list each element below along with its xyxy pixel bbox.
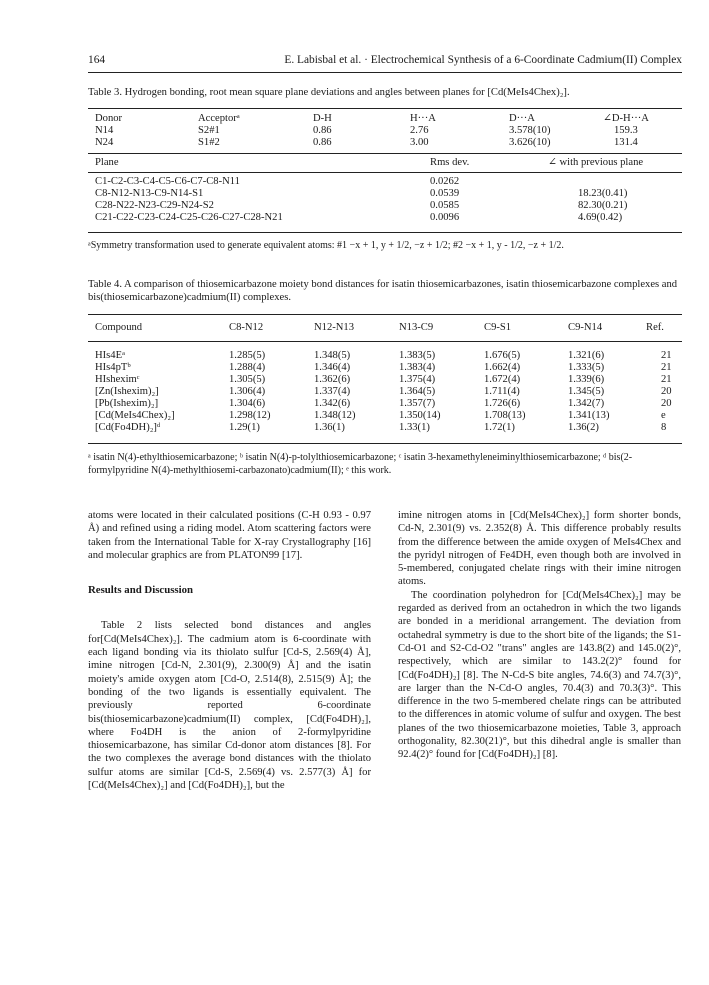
table4-cell: 1.33(1) — [399, 422, 430, 433]
table3-footnote: ᵃSymmetry transformation used to generate equivalent atoms: #1 −x + 1, y + 1/2, −z + 1/2; #2 −x + 1, y - 1/2, −z + 1/2. — [88, 240, 564, 251]
table3-cell: 3.578(10) — [509, 125, 551, 136]
table4-cell: 1.708(13) — [484, 410, 526, 421]
table3-header-acceptor: Acceptorᵃ — [198, 113, 240, 124]
table3-cell: 0.0539 — [430, 188, 460, 199]
table4-header-c9n14: C9-N14 — [568, 322, 603, 333]
table3-cell: 159.3 — [614, 125, 638, 136]
table4-header-n12n13: N12-N13 — [314, 322, 355, 333]
table4-header-rule — [88, 341, 682, 342]
table4-cell: 1.362(6) — [314, 374, 351, 385]
table4-cell: 1.36(2) — [568, 422, 599, 433]
table4-header-n13c9: N13-C9 — [399, 322, 434, 333]
table4-cell: 1.29(1) — [229, 422, 260, 433]
table4-cell: 8 — [661, 422, 667, 433]
table3-header-ha: H···A — [410, 113, 436, 124]
table4-cell: HIs4Eᵃ — [95, 350, 125, 361]
table4-cell: 1.342(6) — [314, 398, 351, 409]
table4-cell: 20 — [661, 386, 672, 397]
body-paragraph: Table 2 lists selected bond distances and angles for[Cd(MeIs4Chex)₂]. The cadmium atom is 6-coordinate with each ligand bonding via its thiolato sulfur [Cd-S, 2.569(4) Å], imine nitrogen [Cd-N, 2.301(9), 2.300(9) Å] and the isatin moiety's amide oxygen atom [Cd-O, 2.514(8), 2.515(9) Å]; the bonding of the two ligands is essentially equivalent. The previously reported 6-coordinate bis(thiosemicarbazone)cadmium(II) complex, [Cd(Fo4DH)₂], where Fo4DH is the anion of 2-formylpyridine thiosemicarbazone, has similar Cd-donor atom distances [8]. For the two complexes the average bond distances with the thiolato sulfur atoms are similar [Cd-S, 2.569(4) vs. 2.577(3) Å] for [Cd(MeIs4Chex)₂] and [Cd(Fo4DH)₂], but the — [88, 620, 371, 792]
table4-top-rule — [88, 314, 682, 315]
left-column — [88, 509, 371, 792]
table4-cell: 1.711(4) — [484, 386, 520, 397]
table3-cell: N24 — [95, 137, 114, 148]
table3-cell: 82.30(0.21) — [578, 200, 628, 211]
table4-cell: 1.383(5) — [399, 350, 436, 361]
table4-footnote: ᵃ isatin N(4)-ethylthiosemicarbazone; ᵇ isatin N(4)-p-tolylthiosemicarbazone; ᶜ isatin 3-hexamethyleneiminylthiosemicarbazone; ᵈ bis(2-formylpyridine N(4)-methylthiosemi-carbazonato)cadmium(II); ᵉ this work. — [88, 452, 633, 476]
table4-header-c8n12: C8-N12 — [229, 322, 264, 333]
table4-cell: 1.321(6) — [568, 350, 605, 361]
table4-cell: 20 — [661, 398, 672, 409]
table4-header-c9s1: C9-S1 — [484, 322, 512, 333]
table4-cell: 1.305(5) — [229, 374, 266, 385]
table4-cell: 1.337(4) — [314, 386, 351, 397]
table3-cell: C21-C22-C23-C24-C25-C26-C27-C28-N21 — [95, 212, 283, 223]
table3-cell: 0.86 — [313, 125, 332, 136]
table4-cell: 1.383(4) — [399, 362, 436, 373]
table3-cell: S2#1 — [198, 125, 220, 136]
table4-cell: 1.364(5) — [399, 386, 436, 397]
table4-cell: HIs4pTᵇ — [95, 362, 131, 373]
page-number: 164 — [88, 54, 106, 66]
table3-cell: 18.23(0.41) — [578, 188, 628, 199]
table4-cell: 1.346(4) — [314, 362, 351, 373]
section-heading: Results and Discussion — [88, 584, 194, 597]
table4-cell: 1.662(4) — [484, 362, 521, 373]
body-paragraph: atoms were located in their calculated positions (C-H 0.93 - 0.97 Å) and refined using a riding model. Atom scattering factors were taken from the International Table for X-ray Crystallography [16] and molecular graphics are from PLATON99 [17]. — [88, 510, 371, 561]
table3-header-dh: D-H — [313, 113, 332, 124]
table4-cell: HIsheximᶜ — [95, 374, 140, 385]
table4-cell: [Cd(Fo4DH)₂]ᵈ — [95, 422, 161, 433]
table4-cell: [Cd(MeIs4Chex)₂] — [95, 410, 175, 421]
table4-cell: e — [661, 410, 666, 421]
table3-cell: 2.76 — [410, 125, 429, 136]
table4-cell: 21 — [661, 362, 672, 373]
table3-cell: C28-N22-N23-C29-N24-S2 — [95, 200, 214, 211]
table4-cell: 1.341(13) — [568, 410, 610, 421]
table4-cell: 1.350(14) — [399, 410, 441, 421]
table3-cell: 0.86 — [313, 137, 332, 148]
table3-cell: 131.4 — [614, 137, 638, 148]
table4-cell: 1.298(12) — [229, 410, 271, 421]
running-title: E. Labisbal et al. · Electrochemical Synthesis of a 6-Coordinate Cadmium(II) Complex — [284, 54, 682, 66]
table3-header-angle: ∠D-H···A — [603, 113, 649, 124]
table4-header-compound: Compound — [95, 322, 143, 333]
table3-cell: 0.0262 — [430, 176, 460, 187]
table3-cell: 0.0096 — [430, 212, 460, 223]
table4-cell: 1.357(7) — [399, 398, 436, 409]
table4-cell: [Zn(Ishexim)₂] — [95, 386, 159, 397]
table4-header-ref: Ref. — [646, 322, 664, 333]
table3-cell: 3.00 — [410, 137, 429, 148]
table4-cell: 1.348(5) — [314, 350, 351, 361]
table3-cell: N14 — [95, 125, 114, 136]
table4-cell: 1.36(1) — [314, 422, 345, 433]
table3-cell: 4.69(0.42) — [578, 212, 623, 223]
table4-cell: 1.672(4) — [484, 374, 521, 385]
table3-plane-rule — [88, 172, 682, 173]
table4-cell: 1.333(5) — [568, 362, 605, 373]
table3-header-plane: Plane — [95, 157, 119, 168]
table4-cell: 1.306(4) — [229, 386, 266, 397]
table3-cell: C8-N12-N13-C9-N14-S1 — [95, 188, 204, 199]
body-paragraph: imine nitrogen atoms in [Cd(MeIs4Chex)₂] form shorter bonds, Cd-N, 2.301(9) vs. 2.352(8) Å. This difference probably results from the difference between the amide oxygen of MeIs4Chex and the pyridyl nitrogen of Fe4DH, even though both are involved in 5-membered, conjugated chelate rings with their imine nitrogen atoms. — [398, 510, 681, 588]
table3-cell: 3.626(10) — [509, 137, 551, 148]
table4-cell: 1.375(4) — [399, 374, 436, 385]
table3-header-da: D···A — [509, 113, 535, 124]
table3-top-rule — [88, 108, 682, 109]
table3-caption: Table 3. Hydrogen bonding, root mean square plane deviations and angles between planes for [Cd(MeIs4Chex)₂]. — [88, 87, 570, 98]
table4-cell: 21 — [661, 374, 672, 385]
table3-cell: S1#2 — [198, 137, 220, 148]
table4-cell: 1.288(4) — [229, 362, 266, 373]
table4-cell: 1.72(1) — [484, 422, 515, 433]
table3-cell: C1-C2-C3-C4-C5-C6-C7-C8-N11 — [95, 176, 240, 187]
table3-header-plane-angle: ∠ with previous plane — [548, 157, 644, 168]
table4-bottom-rule — [88, 443, 682, 444]
table4-cell: 1.345(5) — [568, 386, 605, 397]
table3-bottom-rule — [88, 232, 682, 233]
body-paragraph: The coordination polyhedron for [Cd(MeIs4Chex)₂] may be regarded as derived from an octahedron in which the two ligands are bonded in a meridional arrangement. The deviation from octahedral symmetry is due to the short bite of the ligands; the S1-Cd-O1 and S2-Cd-O2 "trans" angles are 143.8(2) and 145.0(2)°, respectively, which are similar to 143.2(2)° found for [Cd(Fo4DH)₂] [8]. The N-Cd-S bite angles, 74.6(3) and 74.7(3)°, are larger than the N-Cd-O angles, 70.4(3) and 70.3(3)°. This difference in the two 5-membered chelate rings can be attributed to the differences in atomic volume of sulfur and oxygen. The best planes of the two thiosemicarbazone moieties, Table 3, approach orthogonality, 82.30(21)°, but this dihedral angle is smaller than 92.4(2)° found for [Cd(Fo4DH)₂] [8]. — [398, 589, 681, 761]
table4-cell: 21 — [661, 350, 672, 361]
table4-cell: 1.304(6) — [229, 398, 266, 409]
table4-cell: 1.285(5) — [229, 350, 266, 361]
right-column — [398, 509, 681, 762]
table4-cell: 1.342(7) — [568, 398, 605, 409]
table4-caption: Table 4. A comparison of thiosemicarbazone moiety bond distances for isatin thiosemicarbazones, isatin thiosemicarbazone complexes and bis(thiosemicarbazone)cadmium(II) complexes. — [88, 279, 678, 304]
table4-cell: 1.339(6) — [568, 374, 605, 385]
table3-cell: 0.0585 — [430, 200, 460, 211]
table4-cell: 1.676(5) — [484, 350, 521, 361]
table4-cell: 1.348(12) — [314, 410, 356, 421]
table3-mid-rule — [88, 153, 682, 154]
table4-cell: 1.726(6) — [484, 398, 521, 409]
running-header — [88, 54, 682, 73]
table3-header-rms: Rms dev. — [430, 157, 470, 168]
table3-header-donor: Donor — [95, 113, 123, 124]
table4-cell: [Pb(Ishexim)₂] — [95, 398, 159, 409]
